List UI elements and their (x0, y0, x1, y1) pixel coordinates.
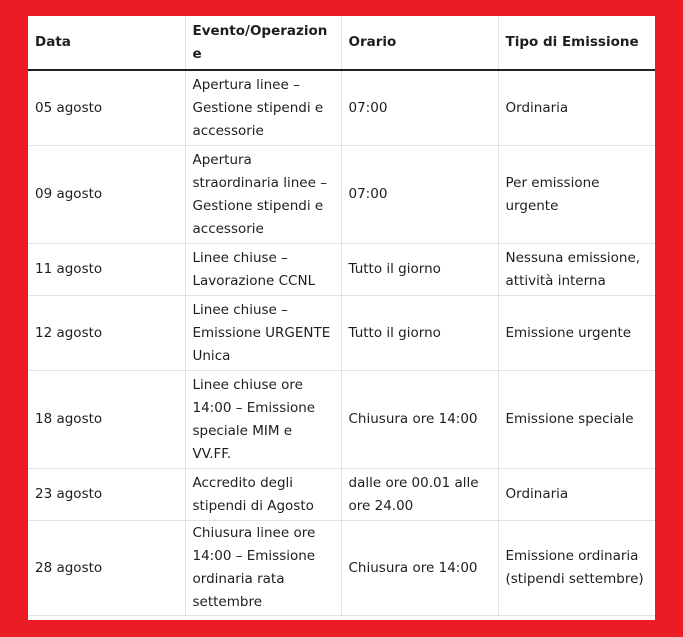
cell-orario: Tutto il giorno (341, 296, 498, 371)
cell-orario: Tutto il giorno (341, 244, 498, 296)
cell-tipo: Ordinaria (498, 469, 655, 521)
cell-tipo: Per emissione urgente (498, 146, 655, 244)
table-row (28, 469, 655, 521)
table-row (28, 146, 655, 244)
cell-orario: dalle ore 00.01 alle ore 24.00 (341, 469, 498, 521)
cell-evento: Linee chiuse – Emissione URGENTE Unica (185, 296, 341, 371)
cell-orario: Chiusura ore 14:00 (341, 371, 498, 469)
header-evento: Evento/Operazione (185, 16, 341, 70)
cell-data: 28 agosto (28, 521, 185, 616)
header-orario: Orario (341, 16, 498, 70)
header-tipo: Tipo di Emissione (498, 16, 655, 70)
cell-data: 11 agosto (28, 244, 185, 296)
cell-data: 05 agosto (28, 70, 185, 146)
table-row (28, 70, 655, 146)
cell-evento: Apertura straordinaria linee – Gestione stipendi e accessorie (185, 146, 341, 244)
cell-evento: Chiusura linee ore 14:00 – Emissione ordinaria rata settembre (185, 521, 341, 616)
cell-data: 12 agosto (28, 296, 185, 371)
cell-data: 09 agosto (28, 146, 185, 244)
schedule-table (28, 16, 655, 616)
cell-tipo: Emissione ordinaria (stipendi settembre) (498, 521, 655, 616)
table-row (28, 296, 655, 371)
cell-tipo: Emissione urgente (498, 296, 655, 371)
cell-evento: Linee chiuse ore 14:00 – Emissione speciale MIM e VV.FF. (185, 371, 341, 469)
cell-tipo: Nessuna emissione, attività interna (498, 244, 655, 296)
header-data: Data (28, 16, 185, 70)
cell-orario: Chiusura ore 14:00 (341, 521, 498, 616)
table-row (28, 371, 655, 469)
cell-tipo: Emissione speciale (498, 371, 655, 469)
table-row (28, 521, 655, 616)
cell-evento: Apertura linee – Gestione stipendi e accessorie (185, 70, 341, 146)
table-row (28, 244, 655, 296)
table-header-row (28, 16, 655, 70)
cell-data: 23 agosto (28, 469, 185, 521)
cell-evento: Accredito degli stipendi di Agosto (185, 469, 341, 521)
cell-orario: 07:00 (341, 146, 498, 244)
cell-data: 18 agosto (28, 371, 185, 469)
cell-evento: Linee chiuse – Lavorazione CCNL (185, 244, 341, 296)
cell-tipo: Ordinaria (498, 70, 655, 146)
cell-orario: 07:00 (341, 70, 498, 146)
schedule-panel (28, 16, 655, 620)
